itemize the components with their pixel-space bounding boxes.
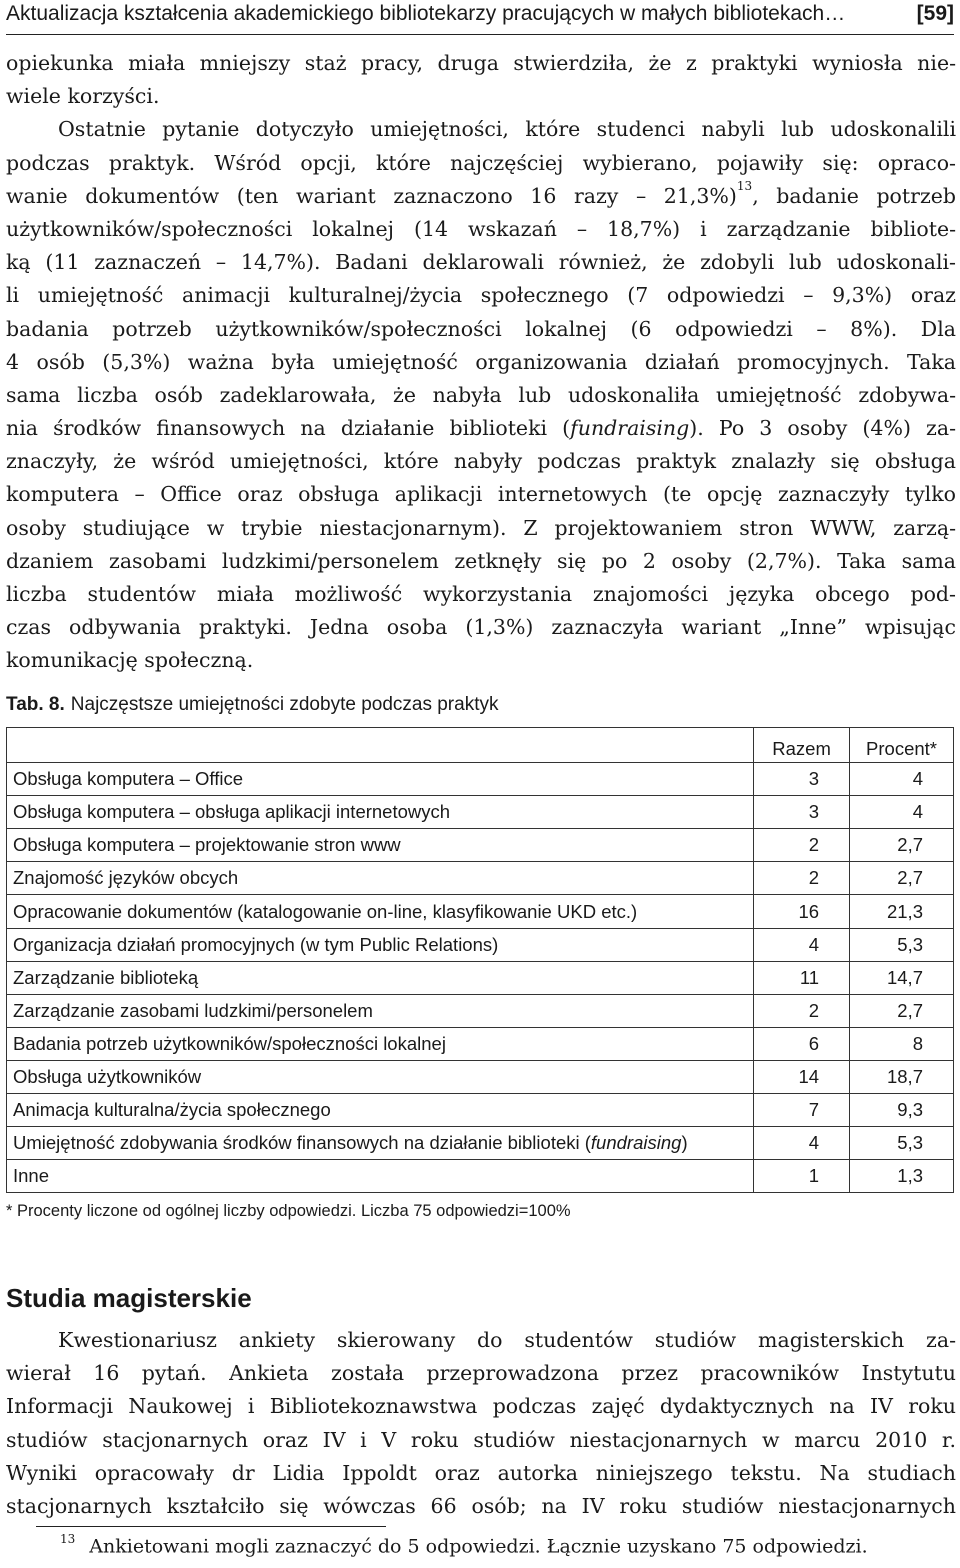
page-number: [59] — [916, 2, 954, 25]
footnote-number: 13 — [60, 1532, 76, 1546]
cell-percent: 5,3 — [850, 928, 954, 961]
cell-percent: 9,3 — [850, 1094, 954, 1127]
cell-skill: Obsługa komputera – Office — [7, 763, 754, 796]
column-header-total: Razem — [754, 728, 850, 763]
text-line: studiów stacjonarnych oraz IV i V roku studiów niestacjonarnych w marcu 2010 r. — [6, 1427, 956, 1452]
text-fragment: ) — [681, 1132, 688, 1154]
text-line: ką (11 zaznaczeń – 14,7%). Badani deklarowali również, że zdobyli lub udoskonali- — [6, 250, 956, 275]
text-line: czas odbywania praktyki. Jedna osoba (1,3%) zaznaczyła wariant „Inne” wpisując — [6, 615, 956, 640]
text-fragment: ). Po 3 osoby (4%) za- — [689, 416, 956, 441]
cell-percent: 1,3 — [850, 1160, 954, 1193]
cell-percent: 4 — [850, 796, 954, 829]
footnote-ref[interactable]: 13 — [736, 179, 753, 193]
cell-skill — [7, 1127, 754, 1160]
cell-total: 6 — [754, 1027, 850, 1060]
cell-skill: Znajomość języków obcych — [7, 862, 754, 895]
cell-total: 7 — [754, 1094, 850, 1127]
text-fragment-italic: fundraising — [590, 1132, 682, 1154]
table-note: * Procenty liczone od ogólnej liczby odpowiedzi. Liczba 75 odpowiedzi=100% — [6, 1202, 571, 1220]
table-header-row — [7, 728, 954, 763]
table-row — [7, 1060, 954, 1093]
text-fragment-italic: fundraising — [570, 416, 690, 441]
table-row — [7, 862, 954, 895]
cell-percent: 21,3 — [850, 895, 954, 928]
table-row — [7, 928, 954, 961]
text-line: Ostatnie pytanie dotyczyło umiejętności, które studenci nabyli lub udoskonalili — [58, 117, 956, 142]
text-line — [6, 180, 956, 213]
paragraph-skills — [6, 113, 956, 677]
footnote — [60, 1534, 868, 1557]
cell-percent: 2,7 — [850, 829, 954, 862]
cell-total: 11 — [754, 961, 850, 994]
text-line: li umiejętność animacji kulturalnej/życia społecznego (7 odpowiedzi – 9,3%) oraz — [6, 283, 956, 308]
text-line: 4 osób (5,3%) ważna była umiejętność organizowania działań promocyjnych. Taka — [6, 349, 956, 374]
table-row — [7, 994, 954, 1027]
table-row — [7, 1027, 954, 1060]
text-line: podczas praktyk. Wśród opcji, które najczęściej wybierano, pojawiły się: opraco- — [6, 150, 956, 175]
cell-total: 14 — [754, 1060, 850, 1093]
cell-total: 1 — [754, 1160, 850, 1193]
text-line: komunikację społeczną. — [6, 648, 254, 673]
cell-skill: Opracowanie dokumentów (katalogowanie on-line, klasyfikowanie UKD etc.) — [7, 895, 754, 928]
text-line: sama liczba osób zadeklarowała, że nabyła lub udoskonaliła umiejętność zdobywa- — [6, 382, 956, 407]
text-line: Wyniki opracowały dr Lidia Ippoldt oraz autorka niniejszego tekstu. Na studiach — [6, 1460, 956, 1485]
cell-skill: Inne — [7, 1160, 754, 1193]
cell-percent: 5,3 — [850, 1127, 954, 1160]
cell-skill: Animacja kulturalna/życia społecznego — [7, 1094, 754, 1127]
cell-total: 16 — [754, 895, 850, 928]
paragraph-continued — [6, 47, 956, 113]
cell-percent: 2,7 — [850, 862, 954, 895]
cell-total: 2 — [754, 829, 850, 862]
table-row — [7, 763, 954, 796]
cell-total: 3 — [754, 796, 850, 829]
cell-skill: Obsługa komputera – obsługa aplikacji internetowych — [7, 796, 754, 829]
text-line: Informacji Naukowej i Bibliotekoznawstwa podczas zajęć dydaktycznych na IV roku — [6, 1394, 956, 1419]
cell-total: 2 — [754, 994, 850, 1027]
cell-skill: Zarządzanie biblioteką — [7, 961, 754, 994]
cell-total: 4 — [754, 1127, 850, 1160]
text-line: stacjonarnych kształciło się wówczas 66 osób; na IV roku studiów niestacjonarnych — [6, 1493, 956, 1518]
text-fragment: Umiejętność zdobywania środków finansowych na działanie biblioteki ( — [13, 1132, 591, 1154]
cell-percent: 14,7 — [850, 961, 954, 994]
text-line: liczba studentów miała możliwość wykorzystania znajomości języka obcego pod- — [6, 582, 956, 607]
text-fragment: wanie dokumentów (ten wariant zaznaczono 16 razy – 21,3%) — [6, 183, 737, 208]
cell-skill: Obsługa użytkowników — [7, 1060, 754, 1093]
text-line: komputera – Office oraz obsługa aplikacji internetowych (te opcję zaznaczyły tylko — [6, 482, 956, 507]
text-line: dzaniem zasobami ludzkimi/personelem zetknęły się po 2 osoby (2,7%). Taka sama — [6, 548, 956, 573]
cell-percent: 18,7 — [850, 1060, 954, 1093]
cell-percent: 8 — [850, 1027, 954, 1060]
cell-skill: Zarządzanie zasobami ludzkimi/personelem — [7, 994, 754, 1027]
text-line: badania potrzeb użytkowników/społeczności lokalnej (6 odpowiedzi – 8%). Dla — [6, 316, 956, 341]
cell-percent: 4 — [850, 763, 954, 796]
text-line — [6, 412, 956, 445]
running-title: Aktualizacja kształcenia akademickiego bibliotekarzy pracujących w małych bibliotekach… — [6, 2, 846, 25]
cell-skill: Organizacja działań promocyjnych (w tym Public Relations) — [7, 928, 754, 961]
footnote-divider — [36, 1526, 386, 1527]
skills-table — [6, 727, 954, 1193]
running-header — [6, 0, 954, 35]
text-line: znaczyły, że wśród umiejętności, które nabyły podczas praktyk znalazły się obsługa — [6, 449, 956, 474]
cell-total: 4 — [754, 928, 850, 961]
footnote-text: Ankietowani mogli zaznaczyć do 5 odpowiedzi. Łącznie uzyskano 75 odpowiedzi. — [89, 1535, 868, 1558]
table-caption — [6, 694, 498, 716]
table-row — [7, 829, 954, 862]
text-line: Kwestionariusz ankiety skierowany do studentów studiów magisterskich za- — [58, 1328, 956, 1352]
cell-total: 3 — [754, 763, 850, 796]
table-row — [7, 961, 954, 994]
table-row — [7, 895, 954, 928]
cell-skill: Obsługa komputera – projektowanie stron www — [7, 829, 754, 862]
table-caption-text: Najczęstsze umiejętności zdobyte podczas praktyk — [70, 694, 499, 715]
table-caption-label: Tab. 8. — [6, 694, 65, 715]
table-row — [7, 1094, 954, 1127]
text-fragment: , badanie potrzeb — [752, 183, 956, 208]
paragraph-masters — [6, 1324, 956, 1523]
cell-skill: Badania potrzeb użytkowników/społeczności lokalnej — [7, 1027, 754, 1060]
section-heading: Studia magisterskie — [6, 1283, 252, 1313]
text-fragment: nia środków finansowych na działanie biblioteki ( — [6, 416, 571, 441]
text-line: wiele korzyści. — [6, 84, 160, 109]
column-header-skill — [7, 728, 754, 763]
table-row — [7, 1127, 954, 1160]
text-line: osoby studiujące w trybie niestacjonarnym). Z projektowaniem stron WWW, zarzą- — [6, 515, 956, 540]
text-line: opiekunka miała mniejszy staż pracy, druga stwierdziła, że z praktyki wyniosła nie- — [6, 51, 956, 75]
text-line: użytkowników/społeczności lokalnej (14 wskazań – 18,7%) i zarządzanie bibliote- — [6, 216, 956, 241]
column-header-percent: Procent* — [850, 728, 954, 763]
table-row — [7, 1160, 954, 1193]
table-row — [7, 796, 954, 829]
cell-total: 2 — [754, 862, 850, 895]
cell-percent: 2,7 — [850, 994, 954, 1027]
text-line: wierał 16 pytań. Ankieta została przeprowadzona przez pracowników Instytutu — [6, 1361, 956, 1386]
